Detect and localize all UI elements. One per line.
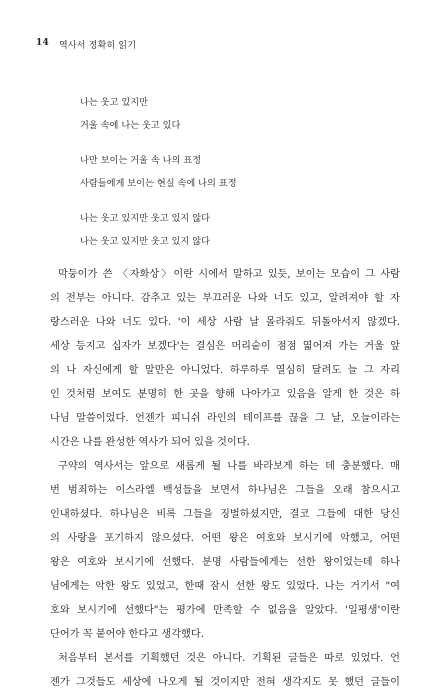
paragraph-line: 의 전부는 아니다. 감추고 있는 부끄러운 나와 너도 있고, 알려져야 할 자 [50,293,400,304]
paragraph-line: 시간은 나를 완성한 역사가 되어 있을 것이다. [50,437,250,448]
poem-line: 사람들에게 보이는 현실 속에 나의 표정 [80,178,237,189]
paragraph-line: 단어가 꼭 붙어야 한다고 생각했다. [50,629,204,640]
running-title: 역사서 정확히 읽기 [58,41,137,51]
poem-line: 거울 속에 나는 웃고 있다 [80,120,181,131]
paragraph-line: 세상 등지고 십자가 보겠다'는 결심은 머리숱이 점점 엷어져 가는 거울 앞 [50,341,400,352]
paragraph-line: 나님 말씀이었다. 언젠가 피니쉬 라인의 테이프를 끊을 그 날, 오늘이라는 [50,413,400,424]
paragraph-line: 의 사랑을 포기하지 않으셨다. 어떤 왕은 여호와 보시기에 악했고, 어떤 [50,533,400,544]
poem-line: 나는 웃고 있지만 [80,97,148,108]
paragraph-line: 구약의 역사서는 앞으로 새롭게 될 나를 바라보게 하는 데 충분했다. 매 [58,461,400,472]
paragraph-line: 호와 보시기에 선했다"는 평가에 만족할 수 없음을 알았다. '일평생'이란 [50,605,400,616]
paragraph-line: 인내하셨다. 하나님은 비록 그들을 징벌하셨지만, 결코 그들에 대한 당신 [50,509,400,520]
paragraph-line: 번 범죄하는 이스라엘 백성들을 보면서 하나님은 그들을 오래 참으시고 [50,485,400,496]
running-header [36,38,136,51]
paragraph-line: 왕은 여호와 보시기에 선했다. 분명 사람들에게는 선한 왕이었는데 하나 [50,557,400,568]
paragraph-line: 젠가 그것들도 세상에 나오게 될 것이지만 전혀 생각지도 못 했던 글들이 [50,677,400,688]
paragraph-line: 의 나 자신에게 할 말만은 아니었다. 하루하루 열심히 달려도 늘 그 자리 [50,365,400,376]
poem-line: 나는 웃고 있지만 웃고 있지 않다 [80,213,210,224]
paragraph-line: 처음부터 본서를 기획했던 것은 아니다. 기획된 글들은 따로 있었다. 언 [58,653,400,664]
poem-line: 나는 웃고 있지만 웃고 있지 않다 [80,236,210,247]
paragraph-line: 님에게는 악한 왕도 있었고, 한때 잠시 선한 왕도 있었다. 나는 거기서 "여 [50,581,400,592]
paragraph-line: 랑스러운 나와 너도 있다. '이 세상 사람 날 몰라줘도 뒤돌아서지 않겠다. [50,317,400,328]
paragraph-line: 막둥이가 쓴 〈자화상〉이란 시에서 말하고 있듯, 보이는 모습이 그 사람 [58,269,400,280]
paragraph-line: 인 것처럼 보여도 분명히 한 곳을 향해 나아가고 있음을 알게 한 것은 하 [50,389,400,400]
poem-line: 나만 보이는 거울 속 나의 표정 [80,155,202,166]
page-number: 14 [36,38,49,48]
